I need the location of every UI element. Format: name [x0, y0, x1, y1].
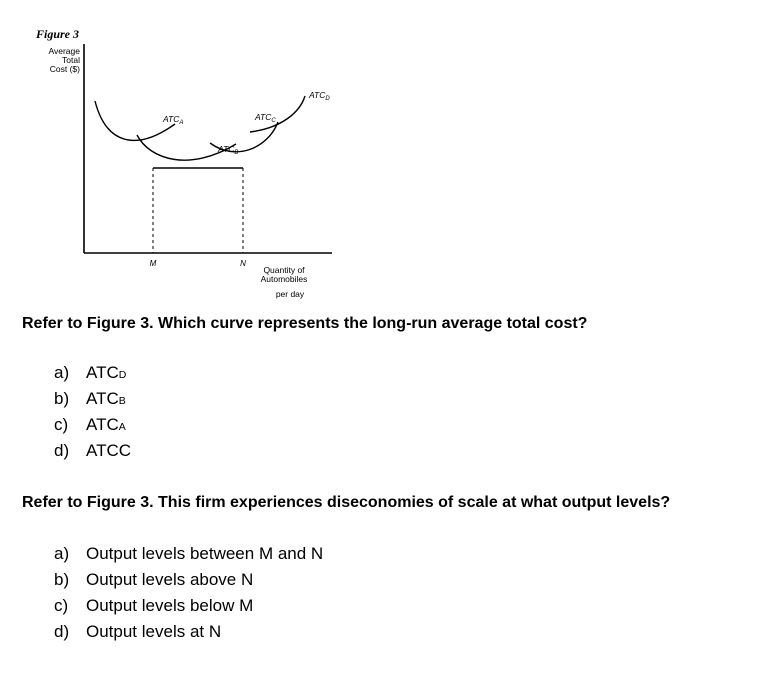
label-atc-b: $ATC_B$: [218, 144, 239, 156]
question-2-text: Refer to Figure 3. This firm experiences diseconomies of scale at what output levels?: [22, 494, 671, 511]
y-axis-label-line1: Average: [48, 46, 80, 56]
label-atc-a: $ATC_A$: [163, 114, 184, 126]
question-1-text: Refer to Figure 3. Which curve represents the long-run average total cost?: [22, 315, 588, 332]
q1-option-b[interactable]: b) ATCB: [54, 389, 126, 408]
x-axis-label-line2: Automobiles: [260, 274, 308, 284]
q2-option-b[interactable]: b) Output levels above N: [54, 570, 254, 589]
q2-option-d[interactable]: d) Output levels at N: [54, 622, 222, 641]
q1-option-d[interactable]: d) ATCC: [54, 441, 132, 460]
q2-option-a[interactable]: a) Output levels between M and N: [54, 544, 324, 563]
question-2-options: [54, 541, 323, 645]
x-axis-label-line1: Quantity of: [263, 265, 305, 275]
x-axis-label-line3: per day: [275, 289, 305, 299]
q2-option-c[interactable]: c) Output levels below M: [54, 596, 254, 615]
y-axis-label-line2: Total: [62, 55, 80, 65]
question-1-options: [54, 360, 131, 464]
tick-m: M: [149, 259, 157, 268]
label-atc-d: $ATC_D$: [309, 90, 330, 102]
tick-n: N: [240, 259, 246, 268]
q1-option-a[interactable]: a) ATCD: [54, 363, 127, 382]
q1-option-c[interactable]: c) ATCA: [54, 415, 126, 434]
label-atc-c: $ATC_C$: [255, 112, 276, 124]
y-axis-label-line3: Cost ($): [49, 64, 80, 74]
figure-title: Figure 3: [36, 27, 80, 41]
figure-3-diagram: [0, 0, 770, 310]
